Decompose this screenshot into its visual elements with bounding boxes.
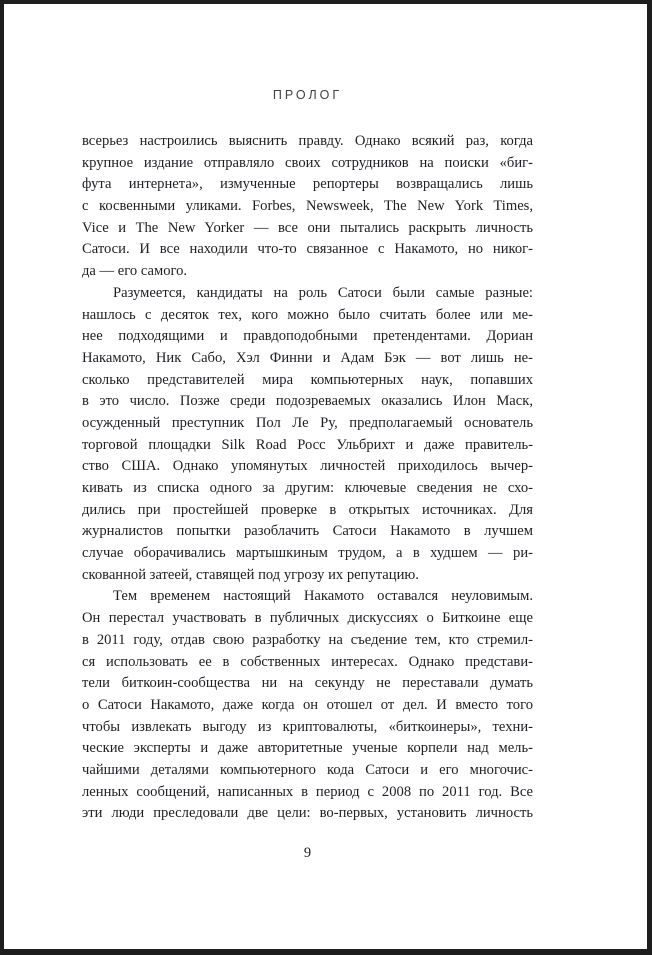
text-line: дились при простейшей проверке в открытых источниках. Для bbox=[82, 501, 533, 518]
paragraph bbox=[82, 283, 533, 587]
text-line: нее подходящими и правдоподобными претендентами. Дориан bbox=[82, 328, 533, 345]
text-line: в 2011 году, отдав свою разработку на съедение тем, кто стремил- bbox=[82, 631, 533, 648]
text-line: тели биткоин-сообщества ни на секунду не переставали думать bbox=[82, 675, 533, 692]
paragraph bbox=[82, 586, 533, 825]
text-line: крупное издание отправляло своих сотрудников на поиски «биг- bbox=[82, 154, 533, 171]
text-line: чтобы извлекать выгоду из криптовалюты, «биткоинеры», техни- bbox=[82, 718, 533, 735]
text-line: чайшими деталями компьютерного кода Сатоси и его многочис- bbox=[82, 761, 533, 778]
text-line: нашлось с десяток тех, кого можно было считать более или ме- bbox=[82, 306, 533, 323]
paragraph bbox=[82, 131, 533, 283]
text-line: ся использовать ее в собственных интересах. Однако представи- bbox=[82, 653, 533, 670]
text-line: всерьез настроились выяснить правду. Однако всякий раз, когда bbox=[82, 133, 533, 149]
text-line: Сатоси. И все находили что-то связанное с Накамото, но никог- bbox=[82, 241, 533, 258]
page-number: 9 bbox=[303, 845, 312, 861]
running-header: ПРОЛОГ bbox=[272, 88, 343, 102]
text-line: журналистов попытки разоблачить Сатоси Накамото в лучшем bbox=[82, 523, 533, 540]
text-line: ческие эксперты и даже авторитетные ученые корпели над мель- bbox=[82, 740, 533, 757]
text-line: эти люди преследовали две цели: во-первых, установить личность bbox=[82, 805, 533, 822]
text-line: да — его самого. bbox=[82, 263, 188, 280]
text-line: ство США. Однако упомянутых личностей приходилось вычер- bbox=[82, 458, 533, 475]
text-line: с косвенными уликами. Forbes, Newsweek, The New York Times, bbox=[82, 198, 533, 215]
text-line: в это число. Позже среди подозреваемых оказались Илон Маск, bbox=[82, 393, 533, 410]
text-line: Тем временем настоящий Накамото оставался неуловимым. bbox=[113, 588, 533, 605]
text-line: фута интернета», измученные репортеры возвращались лишь bbox=[82, 176, 533, 193]
text-line: случае оборачивались мартышкиным трудом, а в худшем — ри- bbox=[82, 545, 533, 562]
text-line: сколько представителей мира компьютерных наук, попавших bbox=[82, 371, 533, 388]
body-text bbox=[82, 131, 533, 825]
text-line: Разумеется, кандидаты на роль Сатоси были самые разные: bbox=[113, 284, 533, 301]
text-line: кивать из списка одного за другим: ключевые сведения не схо- bbox=[82, 480, 533, 496]
text-line: о Сатоси Накамото, даже когда он отошел от дел. И вместо того bbox=[82, 696, 533, 713]
text-line: Он перестал участвовать в публичных дискуссиях о Биткоине еще bbox=[82, 610, 533, 627]
text-line: осужденный преступник Пол Ле Ру, предполагаемый основатель bbox=[82, 414, 533, 431]
text-line: Накамото, Ник Сабо, Хэл Финни и Адам Бэк — вот лишь не- bbox=[82, 349, 533, 366]
text-line: скованной затеей, ставящей под угрозу их репутацию. bbox=[82, 566, 419, 583]
text-line: торговой площадки Silk Road Росс Ульбрихт и даже правитель- bbox=[82, 436, 533, 453]
text-line: Vice и The New Yorker — все они пытались раскрыть личность bbox=[82, 219, 533, 236]
text-line: ленных сообщений, написанных в период с 2008 по 2011 год. Все bbox=[82, 783, 533, 800]
